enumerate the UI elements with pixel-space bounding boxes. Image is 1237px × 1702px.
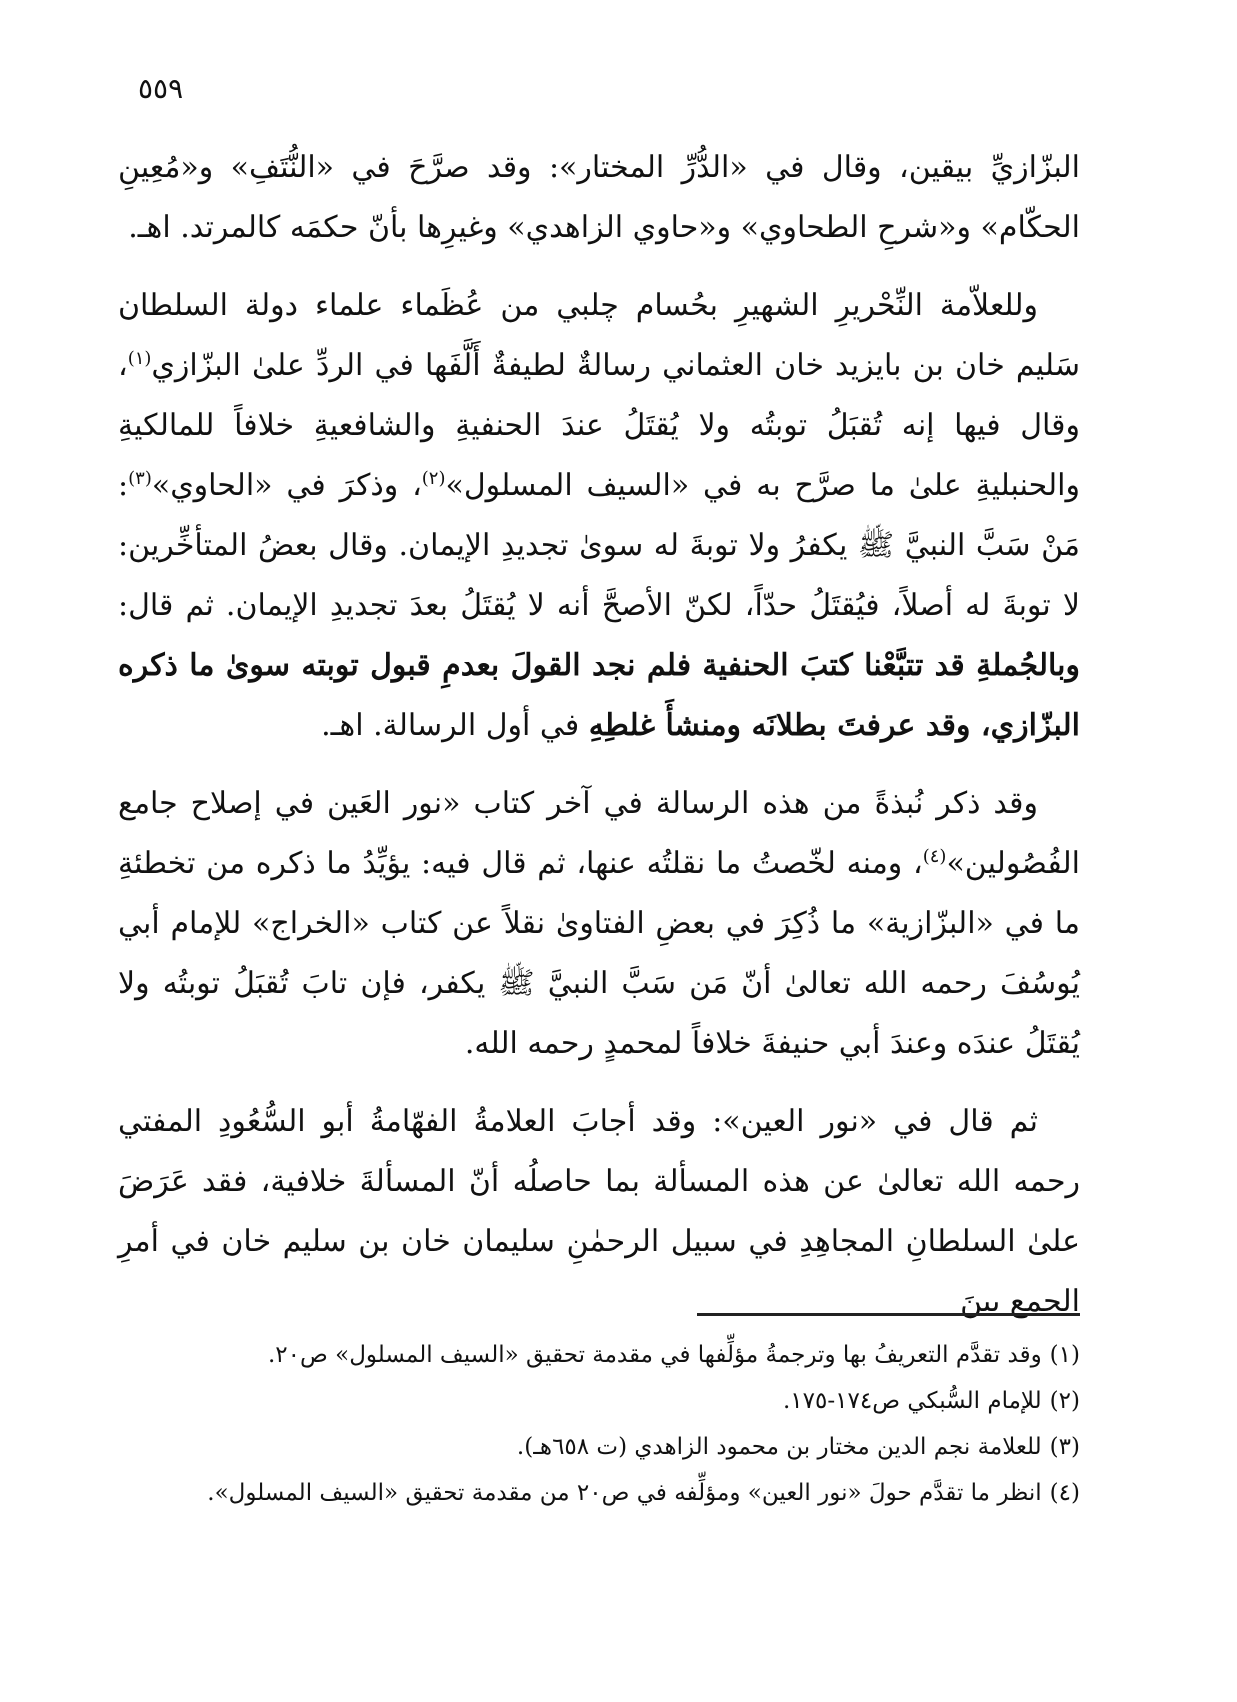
paragraph-2-text-b: ، وقال فيها إنه تُقبَلُ توبتُه ولا يُقتَلُ عندَ الحنفيةِ والشافعيةِ خلافاً للمالكيةِ والحنبليةِ علىٰ ما صرَّح به في «السيف المسلول»: [118, 348, 1080, 503]
footnote-ref-3: (٣): [128, 468, 152, 489]
main-text: [118, 138, 1080, 1332]
footnote-divider: [697, 1313, 1080, 1316]
footnote-3-number: (٣): [1049, 1434, 1080, 1460]
paragraph-2-text-e: في أول الرسالة. اهـ.: [321, 708, 580, 743]
page-number: ٥٥٩: [138, 72, 184, 105]
footnote-ref-4: (٤): [922, 846, 947, 867]
footnote-1-number: (١): [1049, 1342, 1080, 1368]
paragraph-2-bold-quote: وبالجُملةِ قد تتبَّعْنا كتبَ الحنفية فلم نجد القولَ بعدمِ قبول توبته سوىٰ ما ذكره البزّازي، وقد عرفتَ بطلانَه ومنشأَ غلطِهِ: [118, 648, 1080, 743]
footnote-4-text: انظر ما تقدَّم حولَ «نور العين» ومؤلِّفه في ص٢٠ من مقدمة تحقيق «السيف المسلول».: [207, 1480, 1042, 1506]
paragraph-2: [118, 276, 1080, 756]
paragraph-1: [118, 138, 1080, 258]
paragraph-2-text-a: وللعلاّمة النِّحْريرِ الشهيرِ بحُسام چلبي من عُظَماء علماء دولة السلطان سَليم خان بن بايزيد خان العثماني رسالةٌ لطيفةٌ أَلَّفَها في الردِّ علىٰ البزّازي: [118, 288, 1080, 383]
footnote-2-text: للإمام السُّبكي ص١٧٤-١٧٥.: [782, 1388, 1042, 1414]
footnote-3-text: للعلامة نجم الدين مختار بن محمود الزاهدي (ت ٦٥٨هـ).: [516, 1434, 1042, 1460]
footnote-4-number: (٤): [1049, 1480, 1080, 1506]
footnote-ref-2: (٢): [421, 468, 446, 489]
footnote-2: [118, 1378, 1080, 1424]
footnote-2-number: (٢): [1049, 1388, 1080, 1414]
footnote-3: [118, 1424, 1080, 1470]
paragraph-3: [118, 774, 1080, 1074]
footnotes: [118, 1332, 1080, 1516]
paragraph-2-text-c: ، وذكرَ في «الحاوي»: [151, 468, 422, 503]
paragraph-1-text: البزّازيِّ بيقين، وقال في «الدُّرِّ المختار»: وقد صرَّحَ في «النُّتَفِ» و«مُعِينِ الحكّام» و«شرحِ الطحاوي» و«حاوي الزاهدي» وغيرِها بأنّ حكمَه كالمرتد. اهـ.: [118, 150, 1080, 245]
paragraph-4-text: ثم قال في «نور العين»: وقد أجابَ العلامةُ الفهّامةُ أبو السُّعُودِ المفتي رحمه الله تعالىٰ عن هذه المسألة بما حاصلُه أنّ المسألةَ خلافية، فقد عَرَضَ علىٰ السلطانِ المجاهِدِ في سبيل الرحمٰنِ سليمان خان بن سليم خان في أمرِ الجمع بينَ: [118, 1104, 1080, 1319]
paragraph-2-text-d: : مَنْ سَبَّ النبيَّ ﷺ يكفرُ ولا توبةَ له سوىٰ تجديدِ الإيمان. وقال بعضُ المتأخِّرين: لا توبةَ له أصلاً، فيُقتَلُ حدّاً، لكنّ الأصحَّ أنه لا يُقتَلُ بعدَ تجديدِ الإيمان. ثم قال:: [118, 468, 1080, 623]
footnote-4: [118, 1470, 1080, 1516]
footnote-ref-1: (١): [127, 348, 152, 369]
paragraph-3-text-a: وقد ذكر نُبذةً من هذه الرسالة في آخر كتاب «نور العَين في إصلاح جامع الفُصُولين»: [118, 786, 1080, 881]
paragraph-3-text-b: ، ومنه لخّصتُ ما نقلتُه عنها، ثم قال فيه: يؤيِّدُ ما ذكره من تخطئةِ ما في «البزّازية» ما ذُكِرَ في بعضِ الفتاوىٰ نقلاً عن كتاب «الخراج» للإمام أبي يُوسُفَ رحمه الله تعالىٰ أنّ مَن سَبَّ النبيَّ ﷺ يكفر، فإن تابَ تُقبَلُ توبتُه ولا يُقتَلُ عندَه وعندَ أبي حنيفةَ خلافاً لمحمدٍ رحمه الله.: [118, 846, 1080, 1061]
footnote-1-text: وقد تقدَّم التعريفُ بها وترجمةُ مؤلِّفها في مقدمة تحقيق «السيف المسلول» ص٢٠.: [267, 1342, 1042, 1368]
paragraph-4: [118, 1092, 1080, 1332]
footnote-1: [118, 1332, 1080, 1378]
